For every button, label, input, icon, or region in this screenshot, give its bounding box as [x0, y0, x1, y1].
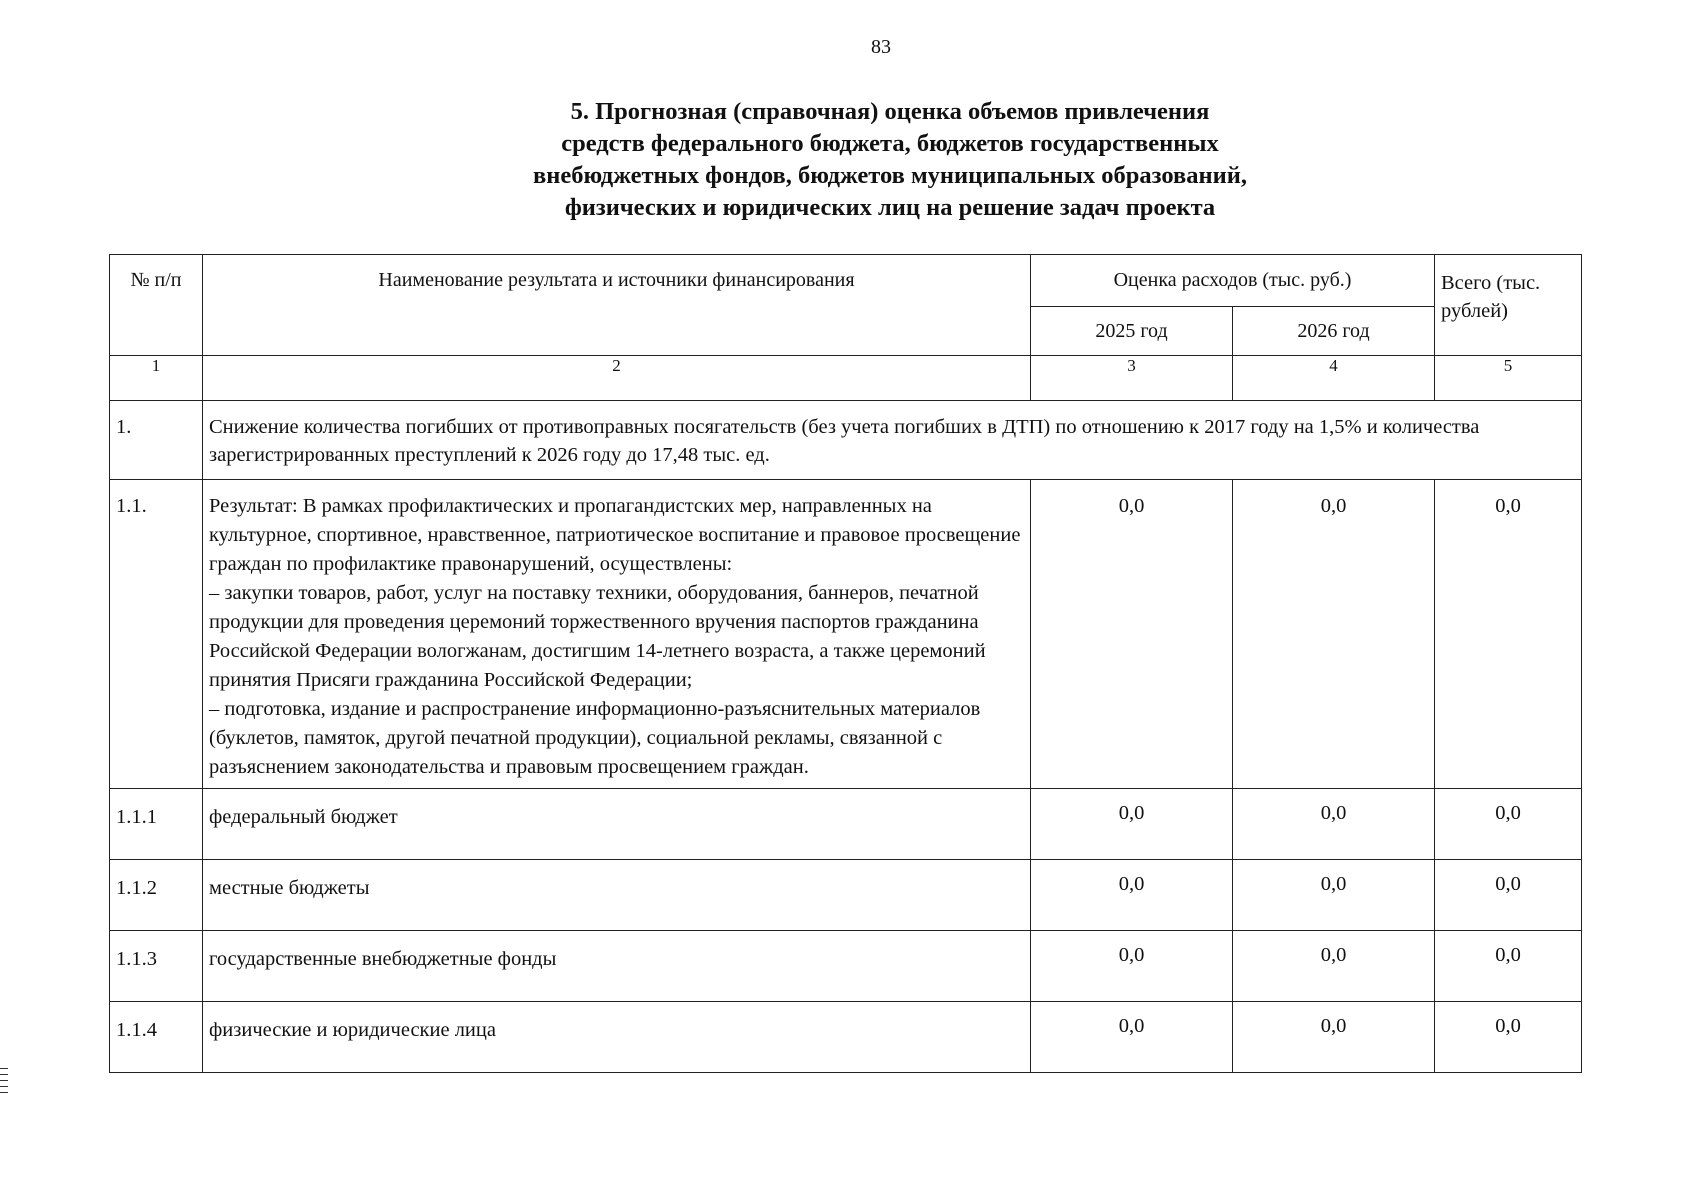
source-value-total: 0,0	[1435, 789, 1582, 860]
column-number: 2	[203, 356, 1031, 401]
source-value-total: 0,0	[1435, 1002, 1582, 1073]
task-num: 1.	[110, 401, 203, 480]
column-number: 5	[1435, 356, 1582, 401]
header-cost-estimate: Оценка расходов (тыс. руб.)	[1031, 255, 1435, 307]
header-total: Всего (тыс. рублей)	[1435, 255, 1582, 356]
result-text	[203, 480, 1031, 789]
title-line-4: физических и юридических лиц на решение задач проекта	[564, 194, 1216, 221]
column-number: 1	[110, 356, 203, 401]
source-value-total: 0,0	[1435, 931, 1582, 1002]
task-text: Снижение количества погибших от противоправных посягательств (без учета погибших в ДТП) по отношению к 2017 году на 1,5% и количества зарегистрированных преступлений к 2026 году до 17,48 тыс. ед.	[203, 401, 1582, 480]
source-num: 1.1.2	[110, 860, 203, 931]
source-value-2025: 0,0	[1031, 789, 1233, 860]
source-name: федеральный бюджет	[203, 789, 1031, 860]
source-value-2025: 0,0	[1031, 860, 1233, 931]
margin-mark	[0, 1086, 8, 1087]
page-title	[360, 96, 1420, 224]
title-line-1: 5. Прогнозная (справочная) оценка объемов привлечения	[570, 98, 1210, 125]
source-name: государственные внебюджетные фонды	[203, 931, 1031, 1002]
source-num: 1.1.4	[110, 1002, 203, 1073]
source-num: 1.1.1	[110, 789, 203, 860]
source-name: физические и юридические лица	[203, 1002, 1031, 1073]
binding-margin-marks	[0, 1068, 8, 1198]
page-number: 83	[871, 36, 891, 58]
margin-mark	[0, 1092, 8, 1093]
column-number-row	[110, 356, 1582, 401]
source-value-2026: 0,0	[1233, 789, 1435, 860]
result-intro: Результат: В рамках профилактических и пропагандистских мер, направленных на культурное, спортивное, нравственное, патриотическое воспитание и правовое просвещение граждан по профилактике правонарушений, осуществлены:	[209, 495, 1021, 575]
source-value-2026: 0,0	[1233, 1002, 1435, 1073]
source-name: местные бюджеты	[203, 860, 1031, 931]
header-year-2025: 2025 год	[1031, 307, 1233, 356]
result-row	[110, 480, 1582, 789]
result-value-2026: 0,0	[1233, 480, 1435, 789]
header-year-2026: 2026 год	[1233, 307, 1435, 356]
source-num: 1.1.3	[110, 931, 203, 1002]
result-value-2025: 0,0	[1031, 480, 1233, 789]
column-number: 3	[1031, 356, 1233, 401]
source-value-total: 0,0	[1435, 860, 1582, 931]
result-bullet-1: – закупки товаров, работ, услуг на поставку техники, оборудования, баннеров, печатной продукции для проведения церемоний торжественного вручения паспортов гражданина Российской Федерации вологжанам, достигшим 14-летнего возраста, а также церемоний принятия Присяги гражданина Российской Федерации;	[209, 582, 986, 691]
source-value-2025: 0,0	[1031, 931, 1233, 1002]
table-row	[110, 1002, 1582, 1073]
financing-table	[109, 254, 1582, 1073]
source-value-2025: 0,0	[1031, 1002, 1233, 1073]
column-number: 4	[1233, 356, 1435, 401]
title-line-2: средств федерального бюджета, бюджетов государственных	[561, 130, 1219, 157]
table-row	[110, 789, 1582, 860]
source-value-2026: 0,0	[1233, 931, 1435, 1002]
title-line-3: внебюджетных фондов, бюджетов муниципальных образований,	[533, 162, 1247, 189]
margin-mark	[0, 1074, 8, 1075]
source-value-2026: 0,0	[1233, 860, 1435, 931]
result-value-total: 0,0	[1435, 480, 1582, 789]
margin-mark	[0, 1068, 8, 1069]
header-name: Наименование результата и источники финансирования	[203, 255, 1031, 356]
table-row	[110, 860, 1582, 931]
task-row	[110, 401, 1582, 480]
margin-mark	[0, 1080, 8, 1081]
header-row-1	[110, 255, 1582, 307]
result-num: 1.1.	[110, 480, 203, 789]
header-num: № п/п	[110, 255, 203, 356]
result-bullet-2: – подготовка, издание и распространение информационно-разъяснительных материалов (буклетов, памяток, другой печатной продукции), социальной рекламы, связанной с разъяснением законодательства и правовым просвещением граждан.	[209, 698, 981, 778]
table-row	[110, 931, 1582, 1002]
